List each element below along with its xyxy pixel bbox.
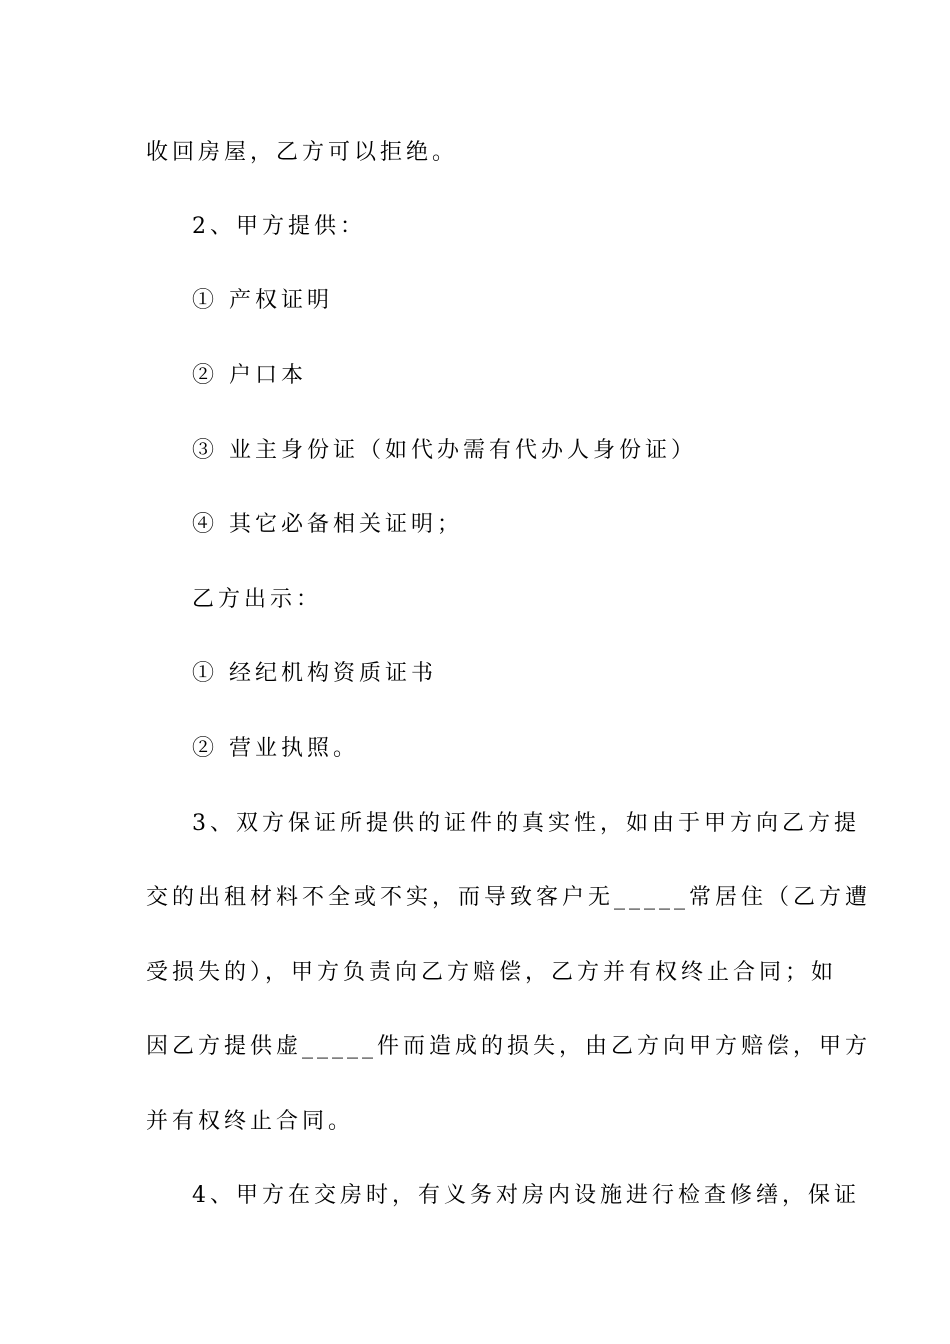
list-item: ① 产权证明 (192, 288, 333, 313)
paragraph-line: 4、甲方在交房时，有义务对房内设施进行检查修缮，保证 (192, 1183, 860, 1208)
paragraph-line: 3、双方保证所提供的证件的真实性，如由于甲方向乙方提 (192, 811, 860, 836)
paragraph-line: 收回房屋，乙方可以拒绝。 (146, 140, 459, 165)
paragraph-line: 因乙方提供虚_____件而造成的损失，由乙方向甲方赔偿，甲方 (146, 1034, 872, 1059)
paragraph-line: 交的出租材料不全或不实，而导致客户无_____常居住（乙方遭 (146, 885, 872, 910)
section-heading: 乙方出示： (192, 587, 323, 612)
paragraph-line: 并有权终止合同。 (146, 1109, 355, 1134)
list-item: ④ 其它必备相关证明； (192, 512, 463, 537)
list-item: ③ 业主身份证（如代办需有代办人身份证） (192, 438, 697, 463)
paragraph-line: 受损失的），甲方负责向乙方赔偿，乙方并有权终止合同；如 (146, 960, 838, 985)
list-item: ② 户口本 (192, 363, 307, 388)
section-heading: 2、甲方提供： (192, 214, 366, 239)
list-item: ① 经纪机构资质证书 (192, 661, 437, 686)
list-item: ② 营业执照。 (192, 736, 359, 761)
